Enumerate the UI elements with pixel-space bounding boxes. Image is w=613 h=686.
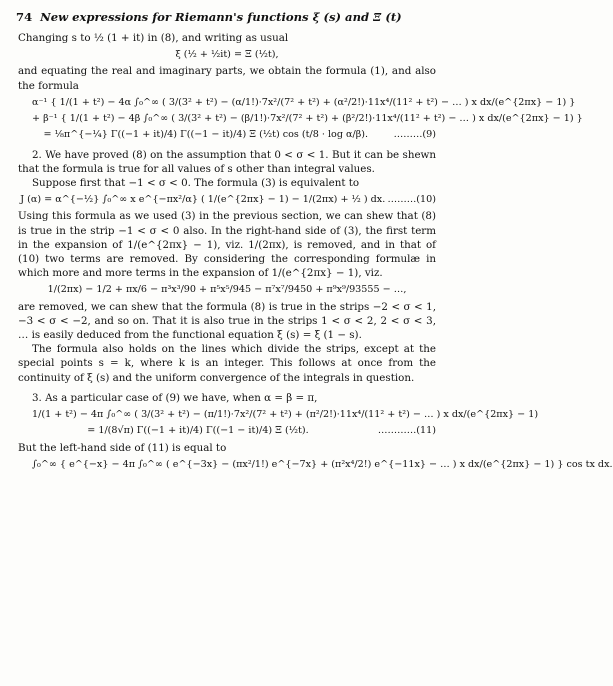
section-paragraph: 3. As a particular case of (9) we have, when α = β = π, <box>32 391 318 404</box>
equation-number: ………(9) <box>393 129 436 141</box>
equation <box>18 96 576 109</box>
equation-number: …………(11) <box>377 425 436 437</box>
section-paragraph: 2. We have proved (8) on the assumption that 0 < σ < 1. But it can be shewn that the formula is true for all values of s other than integral values. <box>18 148 436 175</box>
equation-text: 1/(1 + t²) − 4π ∫₀^∞ ( 3/(3² + t²) − (π/1!)·7x²/(7² + t²) + (π²/2!)·11x⁴/(11² + t²) − … ) x dx/(e^{2πx} − 1) <box>32 409 539 421</box>
equation <box>18 193 436 206</box>
equation-text: = ⅛π^{−¼} Γ((−1 + it)/4) Γ((−1 − it)/4) Ξ (½t) cos (t/8 · log α/β). <box>43 129 369 141</box>
equation <box>18 458 613 471</box>
paragraph: Changing s to ½ (1 + it) in (8), and writing as usual <box>18 31 289 44</box>
page-number: 74 <box>16 10 33 24</box>
equation <box>18 128 436 141</box>
equation-text: + β⁻¹ { 1/(1 + t²) − 4β ∫₀^∞ ( 3/(3² + t²) − (β/1!)·7x²/(7² + t²) + (β²/2!)·11x⁴/(11² + t²) − … ) x dx/(e^{2πx} − 1) } <box>32 113 583 125</box>
equation <box>18 112 583 125</box>
equation-text: = 1/(8√π) Γ((−1 + it)/4) Γ((−1 − it)/4) Ξ (½t). <box>87 425 309 437</box>
equation <box>18 283 436 296</box>
running-title: New expressions for Riemann's functions ξ (s) and Ξ (t) <box>40 10 402 24</box>
equation <box>18 48 436 61</box>
equation-text: J (α) = α^{−½} ∫₀^∞ x e^{−πx²/α} ( 1/(e^{2πx} − 1) − 1/(2πx) + ½ ) dx. <box>20 194 386 206</box>
page-body <box>18 31 613 471</box>
running-header <box>16 10 436 26</box>
paragraph: But the left-hand side of (11) is equal to <box>18 441 227 454</box>
equation-text: ∫₀^∞ { e^{−x} − 4π ∫₀^∞ ( e^{−3x} − (πx²/1!) e^{−7x} + (π²x⁴/2!) e^{−11x} − … ) x dx/(e^{2πx} − 1) } cos tx dx. <box>32 458 613 470</box>
paragraph: Using this formula as we used (3) in the previous section, we can shew that (8) is true in the strip −1 < σ < 0 also. In the right-hand side of (3), the first term in the expansion of 1/(e^{2πx} − 1), viz. 1/(2πx), is removed, and in that of (10) two terms are removed. By considering the corresponding formulæ in which more and more terms in the expansion of 1/(e^{2πx} − 1), viz. <box>18 210 436 280</box>
equation-number: ………(10) <box>387 194 436 206</box>
paragraph: and equating the real and imaginary parts, we obtain the formula (1), and also the formula <box>18 65 436 92</box>
equation-text: 1/(2πx) − 1/2 + πx/6 − π³x³/90 + π⁵x⁵/945 − π⁷x⁷/9450 + π⁹x⁹/93555 − …, <box>47 284 407 296</box>
paragraph: The formula also holds on the lines which divide the strips, except at the special points s = k, where k is an integer. This follows at once from the continuity of ξ (s) and the uniform convergence of the integrals in question. <box>18 343 436 384</box>
paragraph: are removed, we can shew that the formula (8) is true in the strips −2 < σ < 1, −3 < σ < −2, and so on. That it is also true in the strips 1 < σ < 2, 2 < σ < 3, … is easily deduced from the functional equation ξ (s) = ξ (1 − s). <box>18 300 436 342</box>
equation <box>18 424 436 437</box>
paragraph: Suppose first that −1 < σ < 0. The formula (3) is equivalent to <box>32 176 360 189</box>
equation-text: ξ (½ + ½it) = Ξ (½t), <box>175 49 279 61</box>
equation-text: α⁻¹ { 1/(1 + t²) − 4α ∫₀^∞ ( 3/(3² + t²) − (α/1!)·7x²/(7² + t²) + (α²/2!)·11x⁴/(11² + t²) − … ) x dx/(e^{2πx} − 1) } <box>32 96 576 108</box>
equation <box>18 408 539 421</box>
